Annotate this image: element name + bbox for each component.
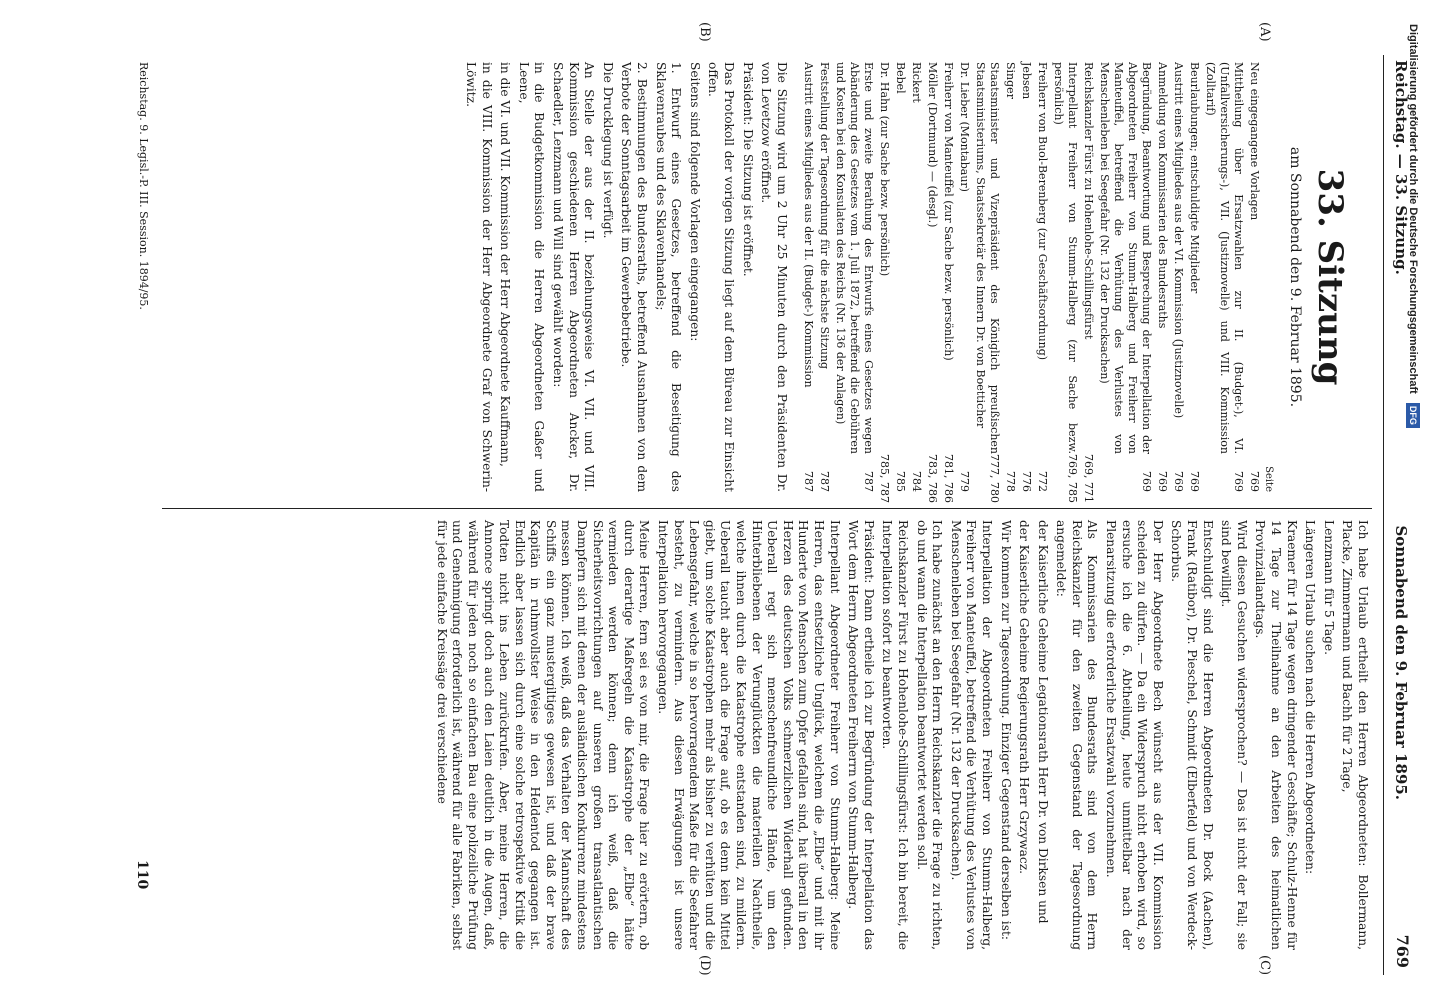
- toc-entry-text: Austritt eines Mitgliedes aus der VI. Kommission (Justiznovelle): [1171, 62, 1185, 419]
- toc-entry-page: 769: [1247, 471, 1261, 492]
- toc-row: [1081, 62, 1095, 503]
- margin-marker-b: (B): [697, 22, 712, 42]
- toc-row: [1187, 62, 1201, 492]
- right-column-body: [433, 520, 1370, 950]
- left-column-body: [463, 62, 789, 492]
- toc-row: [833, 62, 875, 492]
- toc-entry-text: Feststellung der Tagesordnung für die nächste Sitzung: [817, 62, 831, 370]
- margin-marker-a: (A): [1257, 22, 1272, 42]
- toc-entry-page: 787: [861, 471, 875, 492]
- toc-entry-page: 787: [801, 471, 815, 492]
- paragraph: Kraemer für 14 Tage wegen dringender Geschäfte; Schulz-Henne für 14 Tage zur Theilnahme an den Arbeiten des heimatlichen Provinziallandtags.: [1253, 520, 1299, 950]
- paragraph: Präsident: Dann ertheile ich zur Begründung der Interpellation das Wort dem Herrn Abgeordneten Freiherrn von Stumm-Halberg.: [846, 520, 876, 950]
- paragraph: 2. Bestimmungen des Bundesraths, betreffend Ausnahmen von dem Verbote der Sonntagsarbeit im Gewerbebetriebe.: [619, 62, 650, 492]
- paragraph: Reichskanzler Fürst zu Hohenlohe-Schillingsfürst: Ich bin bereit, die Interpellation sofort zu beantworten.: [880, 520, 910, 950]
- toc-entry-text: Rickert: [909, 62, 923, 103]
- paragraph: 1. Entwurf eines Gesetzes, betreffend die Beseitigung des Sklavenraubes und des Sklavenhandels;: [653, 62, 684, 492]
- paragraph: Ich habe Urlaub ertheilt den Herren Abgeordneten: Bollermann, Placke, Zimmermann und Bachh für 2 Tage,: [1340, 520, 1370, 950]
- toc-entry-text: Freiherr von Manteuffel (zur Sache bezw. persönlich): [941, 62, 955, 361]
- paragraph: in die VI. und VII. Kommission der Herr Abgeordnete Kauffmann,: [498, 62, 513, 467]
- dfg-logo: DFG: [1406, 403, 1420, 428]
- paragraph: Die Drucklegung ist verfügt.: [600, 62, 615, 239]
- page-number: 769: [1393, 934, 1412, 968]
- paragraph: Interpellation der Abgeordneten Freiherr von Stumm-Halberg, Freiherr von Manteuffel, betreffend die Verhütung des Verlustes von Menschenleben bei Seegefahr (Nr. 132 der Drucksachen).: [948, 520, 994, 950]
- toc-entry-text: Mittheilung über Ersatzwahlen zur II. (Budget-), VI. (Unfallversicherungs-), VII. (Justiznovelle) und VIII. Kommission (Zolltarif): [1203, 62, 1245, 454]
- paragraph: Meine Herren, fern sei es von mir, die Frage hier zu erörtern, ob durch derartige Maßregeln die Katastrophe der „Elbe“ hätte vermieden werden können; denn ich weiß, daß die Sicherheitsvorrichtungen auf unseren großen transatlantischen Dampfern sich mit denen der ausländischen Konkurrenz mindestens messen können. Ich weiß, daß das Verhalten der Mannschaft des Schiffs ein ganz mustergiltiges gewesen ist, und daß der brave Kapitän in ruhmvollster Weise in den Heldentod gegangen ist. Endlich aber lassen sich durch eine solche retrospektive Kritik die Todten nicht ins Leben zurückrufen. Aber, meine Herren, die Annonce springt doch auch den Laien deutlich in die Augen, daß, während für jeden noch so einfachen Bau eine polizeiliche Prüfung und Genehmigung erforderlich ist, während für alle Fabriken, selbst für jede einfache Kreissäge drei verschiedene: [434, 520, 652, 950]
- toc-entry-page: 769: [1171, 471, 1185, 492]
- toc-entry-text: Dr. Hahn (zur Sache bezw. persönlich): [877, 62, 891, 277]
- toc-row: [1171, 62, 1185, 492]
- toc-entry-page: 783, 786: [925, 454, 939, 503]
- running-header-left: Reichstag. — 33. Sitzung.: [1392, 60, 1410, 275]
- toc-entry-page: 785: [893, 471, 907, 492]
- dfg-sidebar: [1402, 24, 1424, 744]
- dfg-credit-text: Digitalisierung gefördert durch die Deutsche Forschungsgemeinschaft: [1407, 24, 1419, 394]
- toc-row: [1019, 62, 1033, 492]
- paragraph: in die VIII. Kommission der Herr Abgeordnete Graf von Schwerin-Löwitz.: [464, 62, 494, 492]
- toc-header: Seite: [1263, 466, 1275, 492]
- footer-sheet-number: 110: [134, 860, 150, 890]
- toc-entry-text: Neu eingegangene Vorlagen: [1247, 62, 1261, 221]
- margin-marker-d: (D): [697, 955, 712, 976]
- toc-entry-page: 776: [1019, 471, 1033, 492]
- paragraph: Entschuldigt sind die Herren Abgeordneten Dr. Bock (Aachen), Frank (Ratibor), Dr. Pieschel, Schmidt (Elberfeld) und von Werdeck-Schorbus.: [1169, 520, 1215, 950]
- paragraph: Präsident: Die Sitzung ist eröffnet.: [740, 62, 755, 277]
- toc-row: [817, 62, 831, 492]
- header-rule: [1383, 55, 1384, 975]
- paragraph: Wir kommen zur Tagesordnung. Einziger Gegenstand derselben ist:: [998, 520, 1013, 940]
- toc-row: [1203, 62, 1245, 492]
- toc-entry-page: 769: [1187, 471, 1201, 492]
- toc-entry-page: 777, 780: [987, 454, 1001, 503]
- toc-entry-page: 769: [1231, 471, 1245, 492]
- session-title: 33. Sitzung: [1310, 168, 1350, 386]
- toc-entry-text: Erste und zweite Berathung des Entwurfs eines Gesetzes wegen Abänderung des Gesetzes vom 1. Juli 1872, betreffend die Gebühren und Kosten bei den Konsulaten des Reichs (Nr. 136 der Anlagen): [833, 62, 875, 454]
- toc-entry-page: 769: [1139, 471, 1153, 492]
- session-date: am Sonnabend den 9. Februar 1895.: [1287, 146, 1303, 408]
- paragraph: Lenzmann für 5 Tage.: [1321, 520, 1336, 655]
- toc-row: [1247, 62, 1261, 492]
- paragraph: Längeren Urlaub suchen nach die Herren Abgeordneten:: [1303, 520, 1318, 875]
- toc-row: [957, 62, 971, 492]
- toc-entry-text: Möller (Dortmund) — (desgl.): [925, 62, 939, 228]
- paragraph: Interpellant Abgeordneter Freiherr von Stumm-Halberg: Meine Herren, das entsetzliche Unglück, welchem die „Elbe“ und mit ihr Hunderte von Menschen zum Opfer gefallen sind, hat überall in den Herzen des deutschen Volks schmerzlichen Widerhall gefunden. Ueberall regt sich menschenfreundliche Hände, um den Hinterbliebenen der Verunglückten die materiellen Nachtheile, welche ihnen durch die Katastrophe entstanden sind, zu mildern. Ueberall taucht aber auch die Frage auf, ob es denn kein Mittel giebt, um solche Katastrophen mehr als bisher zu verhüten und die Lebensgefahr, welche in so hervorragendem Maße für die Seefahrer besteht, zu vermindern. Aus diesen Erwägungen ist unsere Interpellation hervorgegangen.: [656, 520, 842, 950]
- toc-entry-text: Beurlaubungen; entschuldigte Mitglieder: [1187, 62, 1201, 294]
- toc-row: [1155, 62, 1169, 492]
- toc-row: [1097, 62, 1153, 492]
- toc-entry-page: 769, 785: [1065, 454, 1079, 503]
- toc-entry-text: Interpellant Freiherr von Stumm-Halberg (zur Sache bezw. persönlich): [1051, 62, 1079, 454]
- footer-session-note: Reichstag. 9. Legisl.-P. III. Session. 1894/95.: [137, 62, 150, 310]
- left-column: [460, 62, 1370, 503]
- toc-row: [909, 62, 923, 492]
- toc-row: [893, 62, 907, 492]
- toc-entry-text: Anmeldung von Kommissarien des Bundesraths: [1155, 62, 1169, 329]
- dfg-credit: [1402, 24, 1424, 744]
- toc-row: [973, 62, 1001, 503]
- toc-entry-page: 779: [957, 471, 971, 492]
- paragraph: Wird diesen Gesuchen widersprochen? — Das ist nicht der Fall; sie sind bewilligt.: [1219, 520, 1249, 950]
- toc-entry-text: Bebel: [893, 62, 907, 94]
- paragraph: Seitens sind folgende Vorlagen eingegangen:: [687, 62, 702, 342]
- paragraph: in die Budgetkommission die Herren Abgeordneten Gaßer und Leene,: [516, 62, 547, 492]
- toc-row: [877, 62, 891, 503]
- toc-row: [801, 62, 815, 492]
- paragraph: An Stelle der aus der II. beziehungsweise VI. VII. und VIII. Kommission geschiedenen Herren Abgeordneten Ancker, Dr. Schaedler, Lenzmann und Will sind gewählt worden:: [551, 62, 597, 492]
- toc-entry-page: 778: [1003, 471, 1017, 492]
- toc-entry-text: Dr. Lieber (Montabaur): [957, 62, 971, 192]
- column-divider: [162, 508, 1372, 509]
- paragraph: Der Herr Abgeordnete Bech wünscht aus der VII. Kommission scheiden zu dürfen. — Da ein Widerspruch nicht erhoben wird, so ersuche ich die 6. Abtheilung, heute unmittelbar nach der Plenarsitzung die erforderliche Ersatzwahl vorzunehmen.: [1104, 520, 1165, 950]
- toc-entry-text: Staatsminister und Vizepräsident des Königlich preußischen Staatsministeriums, Staatssekretär des Innern Dr. von Boetticher: [973, 62, 1001, 454]
- paragraph: Als Kommissarien des Bundesraths sind von dem Herrn Reichskanzler für den zweiten Gegenstand der Tagesordnung angemeldet:: [1054, 520, 1100, 950]
- toc-entry-page: 781, 786: [941, 454, 955, 503]
- toc-entry-text: Singer: [1003, 62, 1017, 99]
- running-header-right: Sonnabend den 9. Februar 1895.: [1392, 525, 1410, 800]
- toc-row: [1035, 62, 1049, 492]
- toc-row: [925, 62, 939, 503]
- paragraph: Die Sitzung wird um 2 Uhr 25 Minuten durch den Präsidenten Dr. von Levetzow eröffnet.: [759, 62, 789, 492]
- toc-entry-page: 769: [1155, 471, 1169, 492]
- paragraph: Das Protokoll der vorigen Sitzung liegt auf dem Büreau zur Einsicht offen.: [706, 62, 737, 492]
- toc-entry-page: 785, 787: [877, 454, 891, 503]
- toc-row: [1051, 62, 1079, 503]
- toc-entry-page: 787: [817, 471, 831, 492]
- toc-entry-page: 772: [1035, 471, 1049, 492]
- paragraph: der Kaiserliche Geheime Legationsrath Herr Dr. von Dirksen und: [1035, 520, 1050, 924]
- table-of-contents: [801, 62, 1261, 503]
- toc-entry-text: Jebsen: [1019, 62, 1033, 100]
- toc-entry-text: Reichskanzler Fürst zu Hohenlohe-Schillingsfürst: [1081, 62, 1095, 340]
- toc-entry-text: Austritt eines Mitgliedes aus der II. (Budget-) Kommission: [801, 62, 815, 388]
- toc-entry-text: Begründung, Beantwortung und Besprechung der Interpellation der Abgeordneten Freiherr von Stumm-Halberg und Freiherr von Manteuffel, betreffend die Verhütung des Verlustes von Menschenleben bei Seegefahr (Nr. 132 der Drucksachen): [1097, 62, 1153, 454]
- toc-row: [941, 62, 955, 503]
- toc-entry-page: 769, 771: [1081, 454, 1095, 503]
- paragraph: Ich habe zunächst an den Herrn Reichskanzler die Frage zu richten, ob und wann die Interpellation beantwortet werden soll.: [914, 520, 945, 950]
- margin-marker-c: (C): [1257, 955, 1272, 976]
- toc-entry-text: Freiherr von Buol-Berenberg (zur Geschäftsordnung): [1035, 62, 1049, 361]
- toc-row: [1003, 62, 1017, 492]
- toc-entry-page: 784: [909, 471, 923, 492]
- paragraph: der Kaiserliche Geheime Regierungsrath Herr Grzywacz.: [1017, 520, 1032, 875]
- right-column: [430, 520, 1370, 950]
